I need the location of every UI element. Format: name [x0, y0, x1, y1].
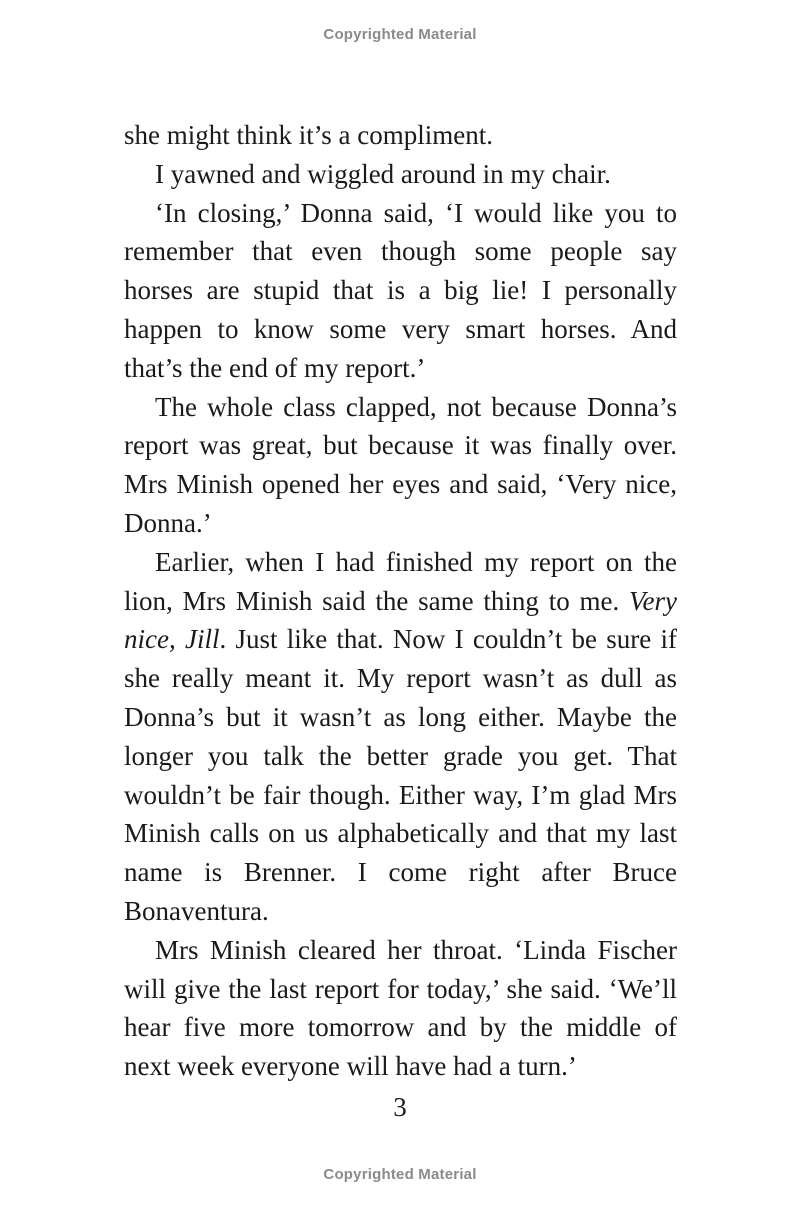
paragraph-2: I yawned and wiggled around in my chair. — [155, 158, 611, 189]
copyright-watermark-bottom: Copyrighted Material — [323, 1166, 477, 1183]
paragraph-6: Mrs Minish cleared her throat. ‘Linda Fischer will give the last report for today,’ she said. ‘We’ll hear five more tomorrow and by the middle of next week everyone will have had a turn.’ — [124, 934, 677, 1082]
paragraph-1: she might think it’s a compliment. — [124, 120, 493, 150]
paragraph-5-after: . Just like that. Now I couldn’t be sure if she really meant it. My report wasn’t as dull as Donna’s but it wasn’t as long either. Maybe the longer you talk the better grade you get. That wouldn’t be fair though. Either way, I’m glad Mrs Minish calls on us alphabetically and that my last name is Brenner. I come right after Bruce Bonaventura. — [124, 624, 677, 926]
copyright-watermark-top: Copyrighted Material — [323, 26, 477, 43]
paragraph-4: The whole class clapped, not because Donna’s report was great, but because it was finally over. Mrs Minish opened her eyes and said, ‘Very nice, Donna.’ — [124, 391, 677, 538]
paragraph-5 — [124, 543, 677, 931]
page-body-text — [124, 116, 677, 1086]
paragraph-5-emphasis: Very nice, Jill — [124, 585, 677, 655]
paragraph-5-before: Earlier, when I had finished my report on the lion, Mrs Minish said the same thing to me. — [124, 546, 677, 616]
page-number: 3 — [393, 1092, 407, 1122]
paragraph-3: ‘In closing,’ Donna said, ‘I would like you to remember that even though some people say horses are stupid that is a big lie! I personally happen to know some very smart horses. And that’s the end of my report.’ — [124, 197, 677, 383]
